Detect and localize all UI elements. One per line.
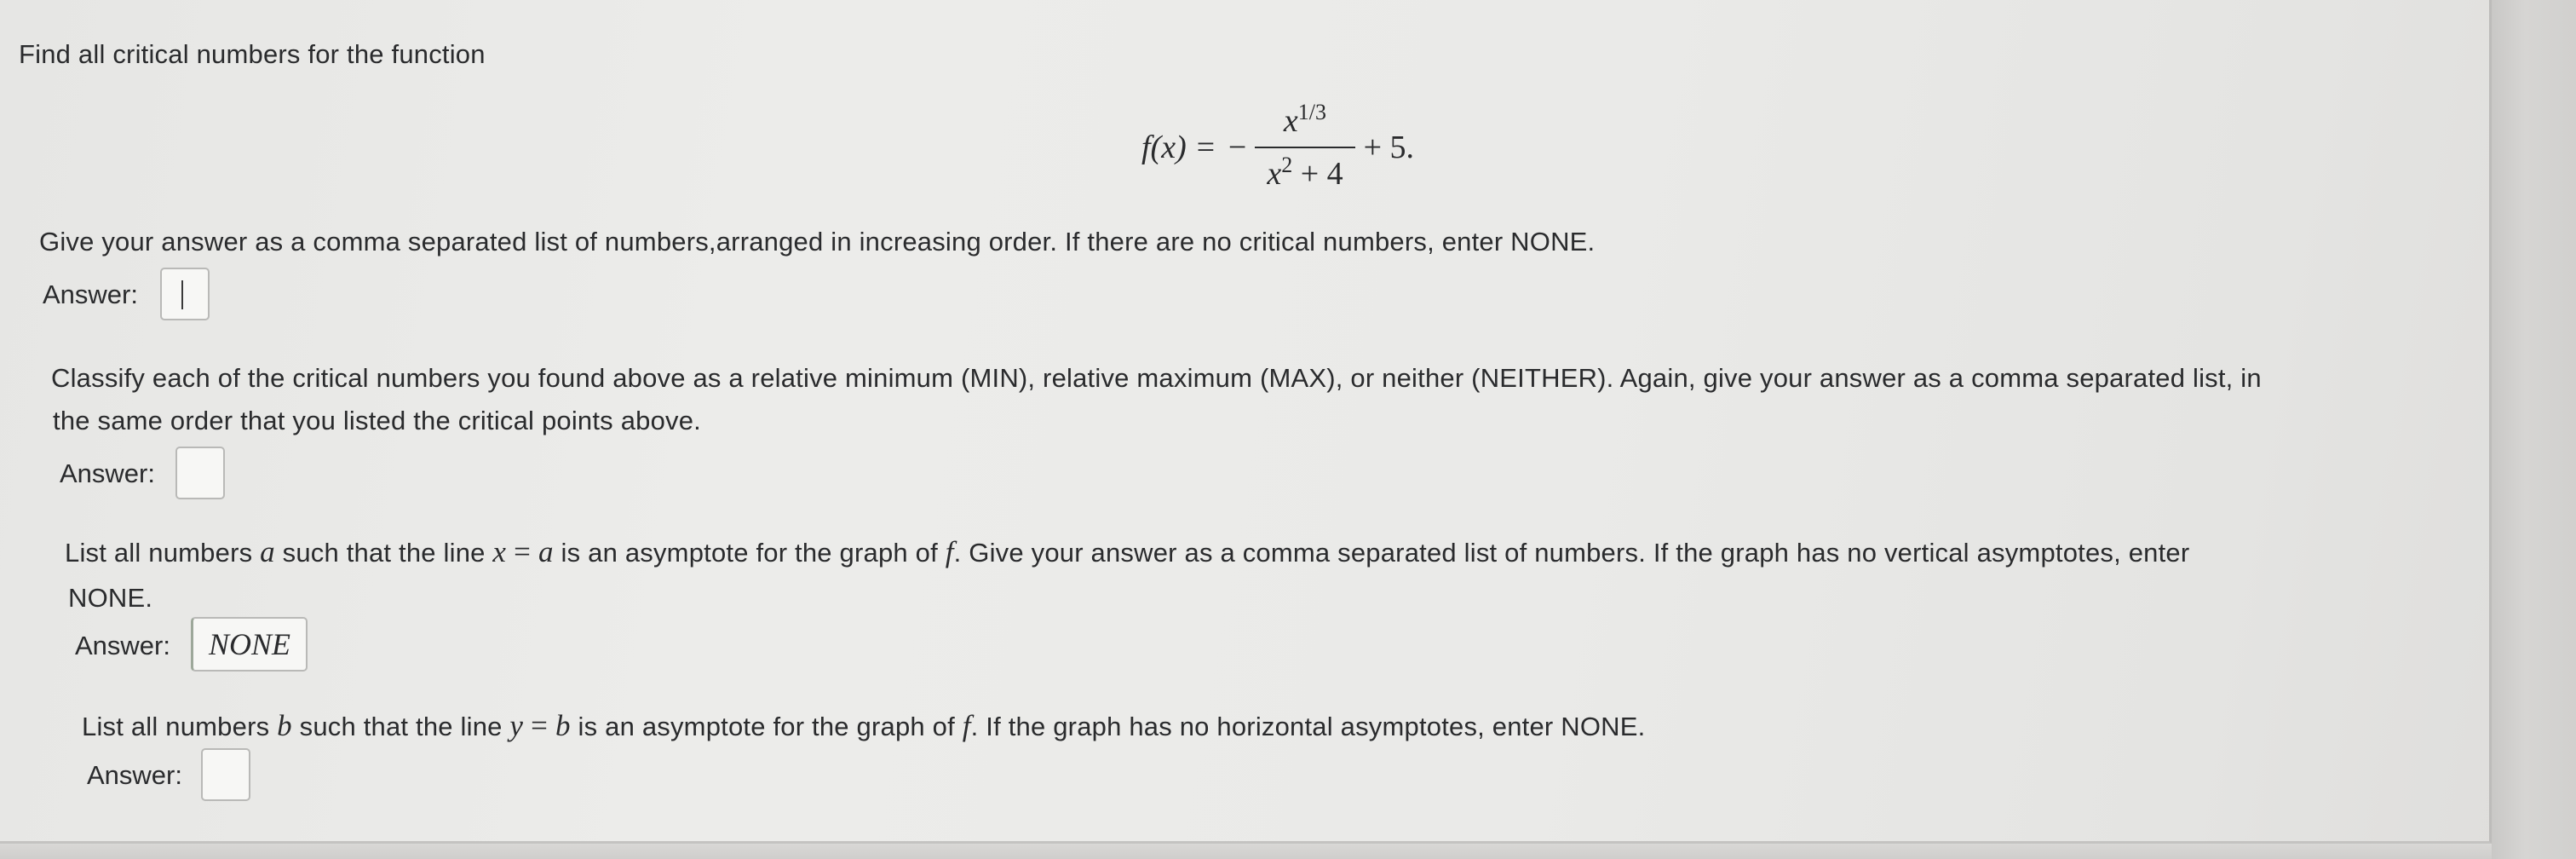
function-formula	[1141, 92, 1414, 203]
q1-answer-field[interactable]	[160, 268, 210, 320]
q4-text-3: is an asymptote for the graph of	[570, 712, 963, 741]
q4-eq-b: b	[555, 709, 571, 742]
q2-line1: Classify each of the critical numbers you found above as a relative minimum (MIN), relative maximum (MAX), or neither (NEITHER). Again, give your answer as a comma separated list, in	[51, 363, 2262, 393]
q3-eq-sign: =	[506, 535, 539, 568]
q3-text-2: such that the line	[274, 538, 493, 568]
formula-lhs: f(x) =	[1141, 130, 1216, 165]
q3-text-3: is an asymptote for the graph of	[553, 538, 946, 568]
q3-answer-label: Answer:	[75, 631, 170, 660]
q4-text-4: . If the graph has no horizontal asymptotes, enter NONE.	[970, 712, 1646, 741]
q4-text-1: List all numbers	[82, 712, 278, 741]
q2-answer-field[interactable]	[175, 447, 225, 499]
background-bottom	[0, 844, 2492, 859]
denominator-base: x	[1267, 156, 1282, 192]
q1-prompt: Find all critical numbers for the function	[19, 39, 486, 69]
q4-text-2: such that the line	[291, 712, 510, 741]
q2-line2: the same order that you listed the critical points above.	[53, 406, 701, 435]
denominator-exponent: 2	[1281, 153, 1293, 177]
q3-var-a: a	[260, 535, 275, 568]
formula-tail: + 5.	[1363, 130, 1415, 165]
q4-answer-field[interactable]	[201, 748, 250, 801]
formula-denominator	[1255, 148, 1354, 193]
formula-fraction	[1255, 102, 1354, 193]
formula-minus: −	[1228, 130, 1247, 165]
q3-text-4: . Give your answer as a comma separated list of numbers. If the graph has no vertical asymptotes, enter	[953, 538, 2190, 568]
q4-eq-sign: =	[523, 709, 556, 742]
q4-var-b: b	[277, 709, 292, 742]
formula-numerator	[1272, 102, 1338, 147]
q2-answer-label: Answer:	[60, 458, 155, 488]
q3-line2: NONE.	[68, 583, 153, 613]
q1-answer-label: Answer:	[43, 280, 138, 309]
q3-text-1: List all numbers	[65, 538, 261, 568]
numerator-exponent: 1/3	[1297, 100, 1327, 124]
q4-answer-label: Answer:	[87, 760, 182, 790]
q1-instruction: Give your answer as a comma separated list of numbers,arranged in increasing order. If there are no critical numbers, enter NONE.	[39, 227, 1596, 257]
q3-answer-field[interactable]: NONE	[191, 617, 308, 672]
q4-line1	[82, 707, 1645, 746]
q4-eq-y: y	[509, 709, 524, 742]
q3-var-f: f	[945, 535, 954, 568]
text-cursor	[181, 280, 183, 309]
denominator-rest: + 4	[1292, 156, 1343, 192]
q3-eq-x: x	[492, 535, 507, 568]
background-edge	[2492, 0, 2576, 859]
numerator-base: x	[1283, 103, 1298, 139]
q3-eq-a: a	[538, 535, 554, 568]
q3-line1	[65, 533, 2189, 572]
q4-var-f: f	[962, 709, 971, 742]
